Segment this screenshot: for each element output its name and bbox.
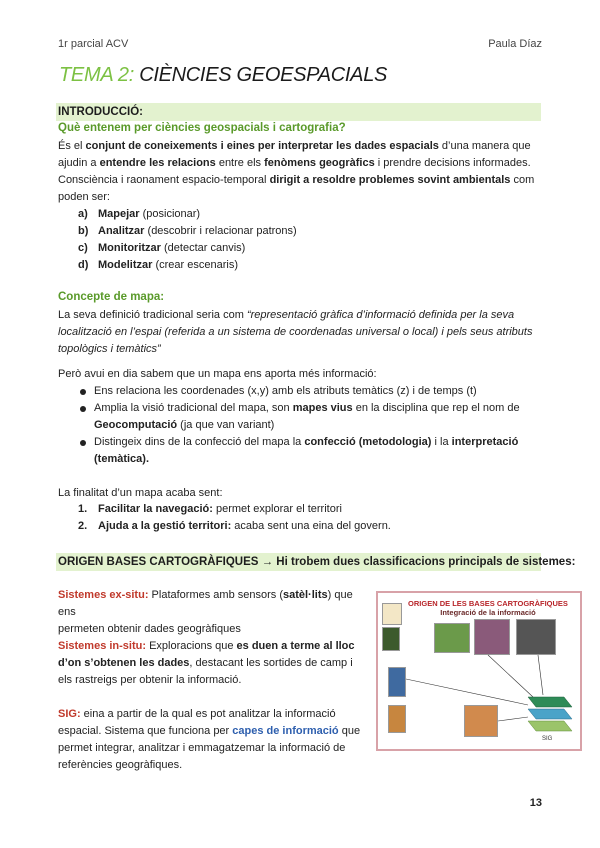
list-item: b) Analitzar (descobrir i relacionar patrons) (78, 225, 297, 237)
intro-heading-bar (56, 103, 541, 121)
mapa-heading: Concepte de mapa: (58, 291, 165, 303)
list-item: Amplia la visió tradicional del mapa, son mapes vius en la disciplina que rep el nom de Geocomputació (ja que van variant) (80, 400, 550, 434)
origen-figure (376, 591, 582, 751)
list-item: 1. Facilitar la navegació: permet explorar el territori (78, 503, 342, 515)
title-prefix: TEMA 2: (59, 64, 134, 86)
list-item: a) Mapejar (posicionar) (78, 208, 201, 220)
figure-arrows (378, 593, 580, 749)
mapa-definition: La seva definició tradicional seria com “representació gràfica d’informació definida per la seva localització en l’espai (referida a un sistema de coordenadas universal o local) i pels seus atributs topològics i temàtics” (58, 309, 533, 355)
mapa-numbered (78, 501, 391, 535)
page-title (59, 64, 387, 87)
list-item: Ens relaciona les coordenades (x,y) amb els atributs temàtics (z) i de temps (t) (80, 383, 550, 400)
list-item: d) Modelitzar (crear escenaris) (78, 259, 238, 271)
intro-question: Què entenem per ciències geospacials i cartografia? (58, 122, 346, 134)
intro-heading: INTRODUCCIÓ: (58, 106, 143, 118)
title-rest: CIÈNCIES GEOESPACIALS (133, 64, 388, 86)
origen-text: Sistemes ex-situ: Plataformes amb sensors (satèl·lits) que ens permeten obtenir dades geogràfiques Sistemes in-situ: Exploracions que es duen a terme al lloc d’on s’obtenen les dades, destacant les sortides de camp i els rastreigs per obtenir la informació. SIG: eina a partir de la qual es pot analitzar la informació espacial. Sistema que funciona per capes de informació que permet integrar, analitzar i emmagatzemar la informació de referències geogràfiques. (58, 589, 361, 771)
origen-heading-bar (56, 553, 576, 571)
header-right: Paula Díaz (488, 38, 542, 50)
list-item: c) Monitoritzar (detectar canvis) (78, 242, 246, 254)
list-item: Distingeix dins de la confecció del mapa la confecció (metodologia) i la interpretació (temàtica). (80, 434, 550, 468)
page-number: 13 (529, 797, 542, 809)
intro-paragraph: És el conjunt de coneixements i eines per interpretar les dades espacials d’una manera que ajudin a entendre les relacions entre els fenòmens geogràfics i prendre decisions informades. Consciència i raonament espacio-temporal dirigit a resoldre problemes sovint ambientals com poden ser: (58, 140, 535, 203)
origen-heading: ORIGEN BASES CARTOGRÀFIQUES → Hi trobem dues classificacions principals de sistemes: (58, 556, 576, 568)
mapa-intro2: Però avui en dia sabem que un mapa ens aporta més informació: (58, 368, 377, 380)
mapa-bullets (80, 383, 550, 468)
mapa-finalitat: La finalitat d’un mapa acaba sent: (58, 487, 223, 499)
figure-sig-label: SIG (542, 736, 553, 742)
list-item: 2. Ajuda a la gestió territori: acaba sent una eina del govern. (78, 520, 391, 532)
intro-list (78, 206, 297, 274)
header-left: 1r parcial ACV (58, 38, 129, 50)
figure-title: ORIGEN DE LES BASES CARTOGRÀFIQUES Integració de la informació (408, 599, 568, 617)
